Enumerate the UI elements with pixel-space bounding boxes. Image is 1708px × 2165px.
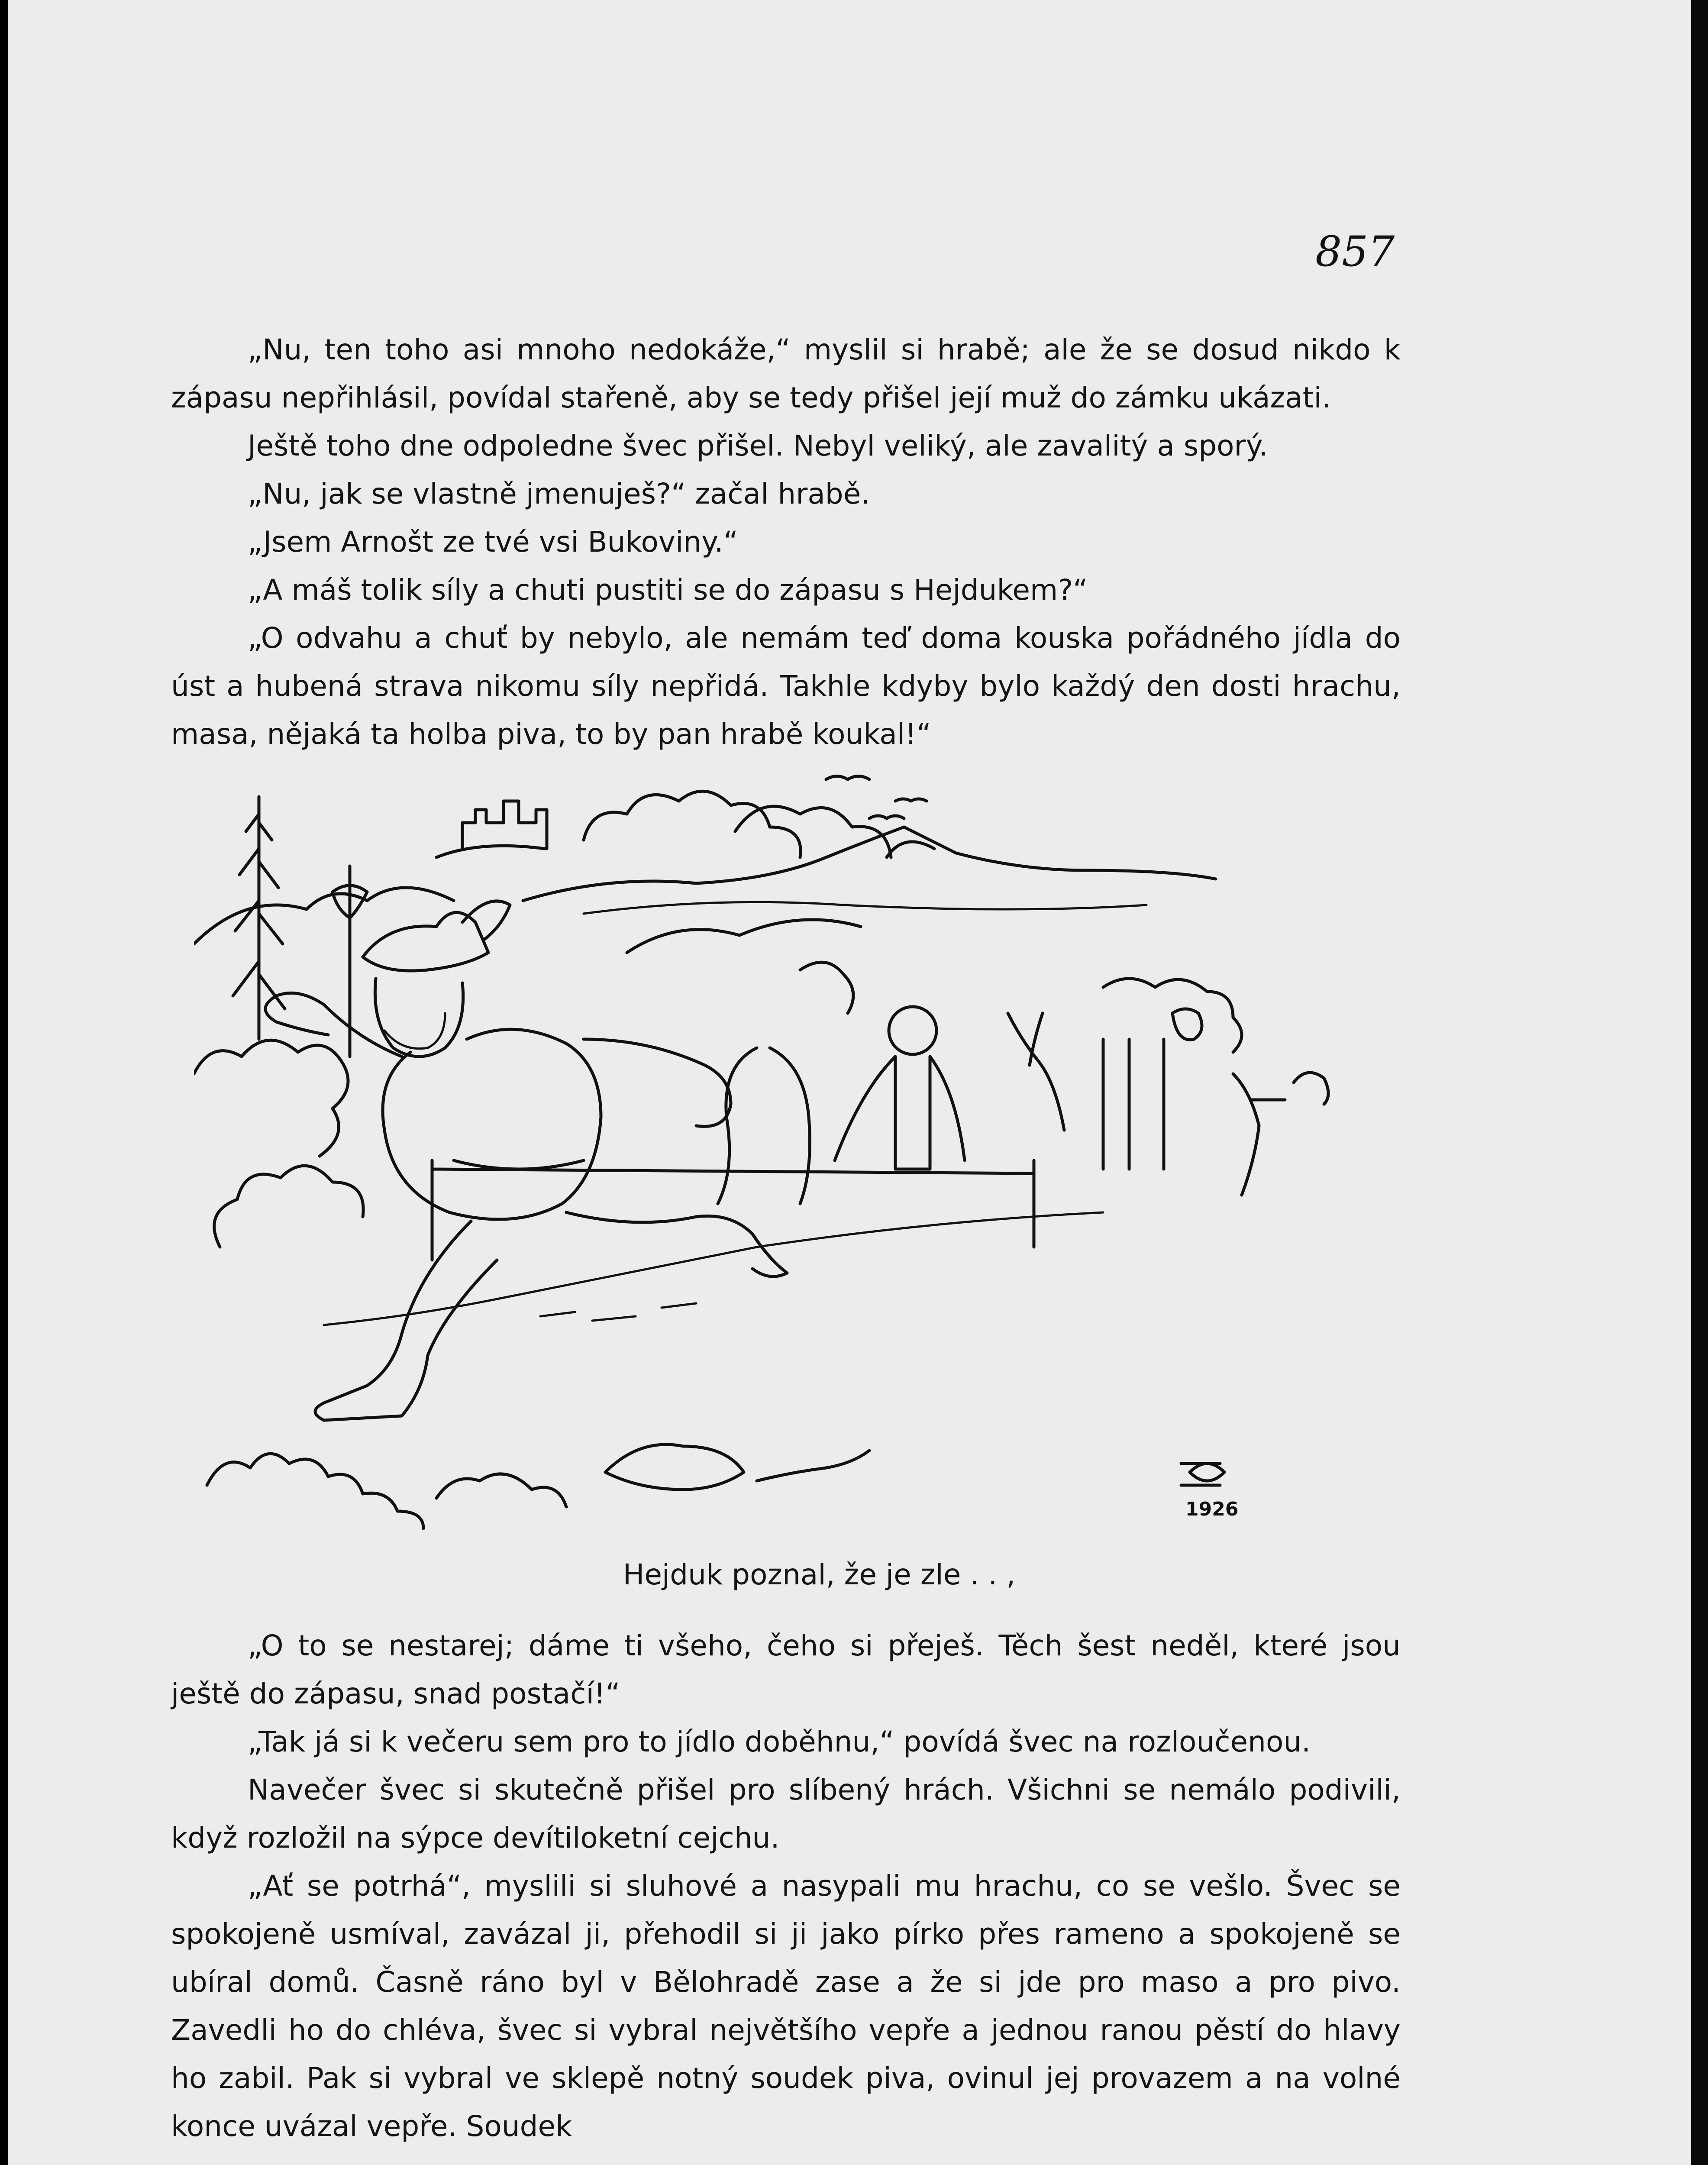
signature-year: 1926	[1185, 1498, 1239, 1520]
paragraph: „Ať se potrhá“, myslili si sluhové a nasypali mu hrachu, co se vešlo. Švec se spokojeně usmíval, zavázal ji, přehodil si ji jako pírko přes rameno a spokojeně se ubíral domů. Časně ráno byl v Bělohradě zase a že si jde pro maso a pro pivo. Zavedli ho do chléva, švec si vybral největšího vepře a jednou ranou pěstí do hlavy ho zabil. Pak si vybral ve sklepě notný soudek piva, ovinul jej provazem a na volné konce uvázal vepře. Soudek	[171, 1869, 1401, 2143]
paragraph: „Tak já si k večeru sem pro to jídlo doběhnu,“ povídá švec na rozloučenou.	[248, 1725, 1311, 1758]
paragraph: „Jsem Arnošt ze tvé vsi Bukoviny.“	[248, 525, 738, 559]
paragraph: Navečer švec si skutečně přišel pro slíbený hrách. Všichni se nemálo podivili, když rozložil na sýpce devítiloketní cejchu.	[171, 1773, 1401, 1855]
caption-text: Hejduk poznal, že je zle . . ,	[623, 1558, 1016, 1591]
text-block-top	[171, 326, 1401, 758]
illustration-running-man	[194, 771, 1398, 1541]
paragraph: „Nu, ten toho asi mnoho nedokáže,“ myslil si hrabě; ale že se dosud nikdo k zápasu nepřihlásil, povídal stařeně, aby se tedy přišel její muž do zámku ukázati.	[171, 333, 1401, 414]
text-block-bottom	[171, 1622, 1401, 2150]
paragraph: „O to se nestarej; dáme ti všeho, čeho si přeješ. Těch šest neděl, které jsou ještě do zápasu, snad postačí!“	[171, 1629, 1401, 1710]
paragraph: „Nu, jak se vlastně jmenuješ?“ začal hrabě.	[248, 477, 870, 511]
page-number: 857	[1315, 227, 1395, 276]
paragraph: „O odvahu a chuť by nebylo, ale nemám teď doma kouska pořádného jídla do úst a hubená strava nikomu síly nepřidá. Takhle kdyby bylo každý den dosti hrachu, masa, nějaká ta holba piva, to by pan hrabě koukal!“	[171, 621, 1401, 751]
illustration-caption	[8, 1553, 1691, 1596]
book-page	[8, 0, 1691, 2165]
paragraph: „A máš tolik síly a chuti pustiti se do zápasu s Hejdukem?“	[248, 573, 1088, 607]
scan-edge	[1691, 0, 1708, 2165]
paragraph: Ještě toho dne odpoledne švec přišel. Nebyl veliký, ale zavalitý a sporý.	[248, 429, 1268, 462]
